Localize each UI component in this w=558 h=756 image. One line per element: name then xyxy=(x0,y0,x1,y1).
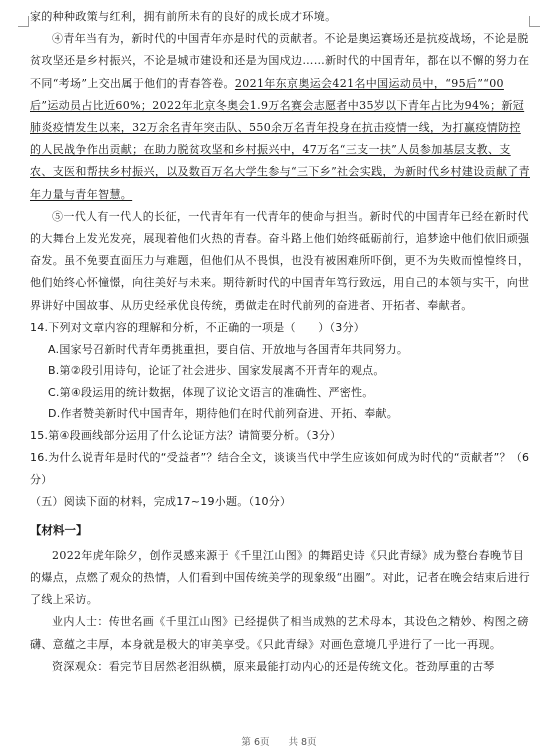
crop-mark-top-right xyxy=(529,16,540,27)
question-16: 16.为什么说青年是时代的“受益者”？结合全文，谈谈当代中学生应该如何成为时代的“贡献者”？（6分） xyxy=(30,450,530,486)
question-14-option-c: C.第④段运用的统计数据，体现了议论文语言的准确性、严密性。 xyxy=(48,385,374,399)
question-15: 15.第④段画线部分运用了什么论证方法？请简要分析。（3分） xyxy=(30,428,342,442)
question-14: 14.下列对文章内容的理解和分析，不正确的一项是（ ）（3分） xyxy=(30,320,365,334)
page-footer: 第 6页 共 8页 xyxy=(241,737,317,748)
question-14-option-b: B.第②段引用诗句，论证了社会进步、国家发展离不开青年的观点。 xyxy=(48,364,385,378)
material-1-paragraph-1: 2022年虎年除夕，创作灵感来源于《千里江山图》的舞蹈史诗《只此青绿》成为整台春晚节目的爆点，点燃了观众的热情，人们看到中国传统美学的现象级“出圈”。对此，记者在晚会结束后进行了线上采访。 xyxy=(30,548,530,607)
document-page xyxy=(30,6,530,678)
material-1-paragraph-3: 资深观众：看完节目居然老泪纵横，原来最能打动内心的还是传统文化。苍劲厚重的古琴 xyxy=(52,659,495,673)
question-14-option-d: D.作者赞美新时代中国青年，期待他们在时代前列奋进、开拓、奉献。 xyxy=(48,407,398,421)
crop-mark-top-left xyxy=(18,16,29,27)
passage-paragraph-5: ⑤一代人有一代人的长征，一代青年有一代青年的使命与担当。新时代的中国青年已经在新时代的大舞台上发光发亮，展现着他们火热的青春。奋斗路上他们始终砥砺前行，追梦途中他们依旧顽强奋发。虽不免要直面压力与难题，但他们从不畏惧，也没有被困难所吓倒，更不为失败而惶惶终日，他们始终心怀憧憬，向往美好与未来。期待新时代的中国青年笃行致远，用自己的本领与实干，向世界讲好中国故事、从历史经承优良传统，勇做走在时代前列的奋进者、开拓者、奉献者。 xyxy=(30,209,530,312)
section-5-instruction: （五）阅读下面的材料，完成17~19小题。（10分） xyxy=(30,494,292,508)
paragraph-4-underlined-evidence: 2021年东京奥运会421名中国运动员中，“95后”“00后”运动员占比近60%；2022年北京冬奥会1.9万名赛会志愿者中35岁以下青年占比为94%；新冠肺炎疫情发生以来，32万余名青年突击队、550余万名青年投身在抗击疫情一线，为打赢疫情防控的人民战争作出贡献；在助力脱贫攻坚和乡村振兴中，47万名“三支一扶”人员参加基层支教、支农、支医和帮扶乡村振兴，以及数百万名大学生参与“三下乡”社会实践，为新时代乡村建设贡献了青年力量与青年智慧。 xyxy=(30,76,530,201)
passage-paragraph-4 xyxy=(30,28,530,206)
material-1-paragraph-2: 业内人士：传世名画《千里江山图》已经提供了相当成熟的艺术母本，其设色之精妙、构图之磅礴、意蕴之丰厚，本身就是极大的审美享受。《只此青绿》对画色意境几乎进行了一比一再现。 xyxy=(30,615,529,651)
material-1-heading: 【材料一】 xyxy=(30,522,88,537)
paragraph-4-intro: ④青年当有为，新时代的中国青年亦是时代的贡献者。不论是奥运赛场还是抗疫战场，不论是脱贫攻坚还是乡村振兴，不论是城市建设和还是为国戍边……新时代的中国青年，都在以不懈的努力在不同“考场”上交出属于他们的青春答卷。 xyxy=(30,32,530,90)
question-14-option-a: A.国家号召新时代青年勇挑重担，要自信、开放地与各国青年共同努力。 xyxy=(48,342,409,356)
passage-line-top: 家的种种政策与红利，拥有前所未有的良好的成长成才环境。 xyxy=(30,10,337,23)
